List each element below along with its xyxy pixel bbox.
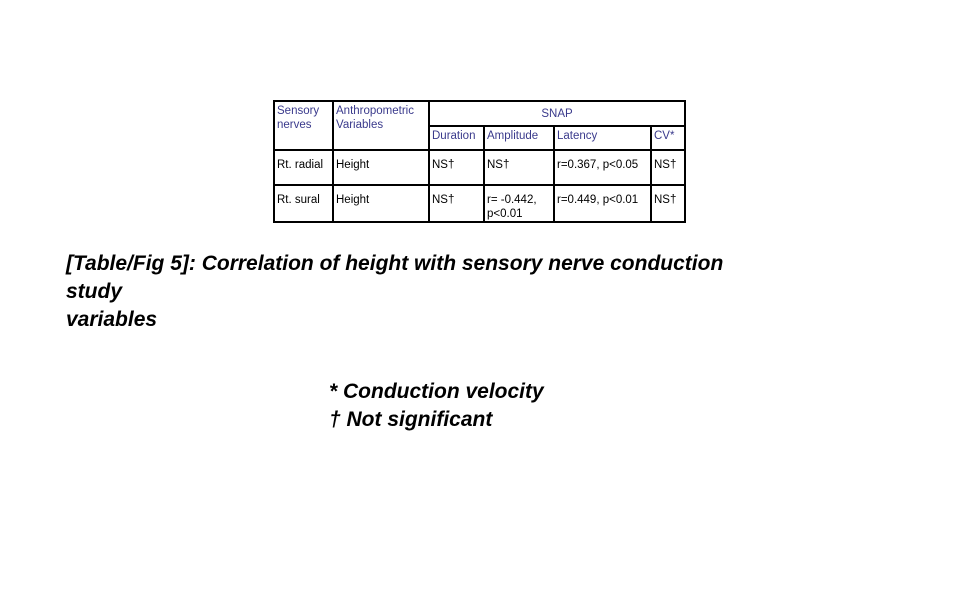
- header-sensory-nerves-line2: nerves: [277, 119, 312, 131]
- cell-amplitude-line1: NS†: [487, 159, 510, 171]
- cell-amplitude: [484, 185, 554, 222]
- table-header-row: [274, 101, 685, 126]
- caption-line2: study: [66, 280, 123, 303]
- caption-line1: [Table/Fig 5]: Correlation of height with sensory nerve conduction: [66, 252, 724, 275]
- cell-duration: NS†: [429, 150, 484, 185]
- figure-caption: [66, 250, 866, 334]
- cell-amplitude-line1: r= -0.442,: [487, 194, 537, 206]
- cell-variable: Height: [333, 150, 429, 185]
- header-cv: CV*: [651, 126, 685, 150]
- cell-latency: r=0.367, p<0.05: [554, 150, 651, 185]
- cell-latency: r=0.449, p<0.01: [554, 185, 651, 222]
- cell-cv: NS†: [651, 150, 685, 185]
- cell-cv: NS†: [651, 185, 685, 222]
- footnote-not-significant: † Not significant: [329, 408, 493, 431]
- header-latency: Latency: [554, 126, 651, 150]
- cell-duration: NS†: [429, 185, 484, 222]
- table-row: [274, 150, 685, 185]
- cell-nerve: Rt. radial: [274, 150, 333, 185]
- cell-variable: Height: [333, 185, 429, 222]
- header-snap: SNAP: [429, 101, 685, 126]
- caption-line3: variables: [66, 308, 158, 331]
- table-row: [274, 185, 685, 222]
- header-amplitude: Amplitude: [484, 126, 554, 150]
- cell-amplitude-line2: p<0.01: [487, 208, 523, 220]
- header-sensory-nerves-line1: Sensory: [277, 105, 320, 117]
- header-anthropometric-variables: [333, 101, 429, 150]
- footnotes: [329, 378, 544, 434]
- header-duration: Duration: [429, 126, 484, 150]
- header-anthropometric-line2: Variables: [336, 119, 384, 131]
- cell-amplitude: [484, 150, 554, 185]
- correlation-table: [273, 100, 686, 223]
- cell-nerve: Rt. sural: [274, 185, 333, 222]
- header-sensory-nerves: [274, 101, 333, 150]
- footnote-conduction-velocity: * Conduction velocity: [329, 380, 544, 403]
- header-anthropometric-line1: Anthropometric: [336, 105, 414, 117]
